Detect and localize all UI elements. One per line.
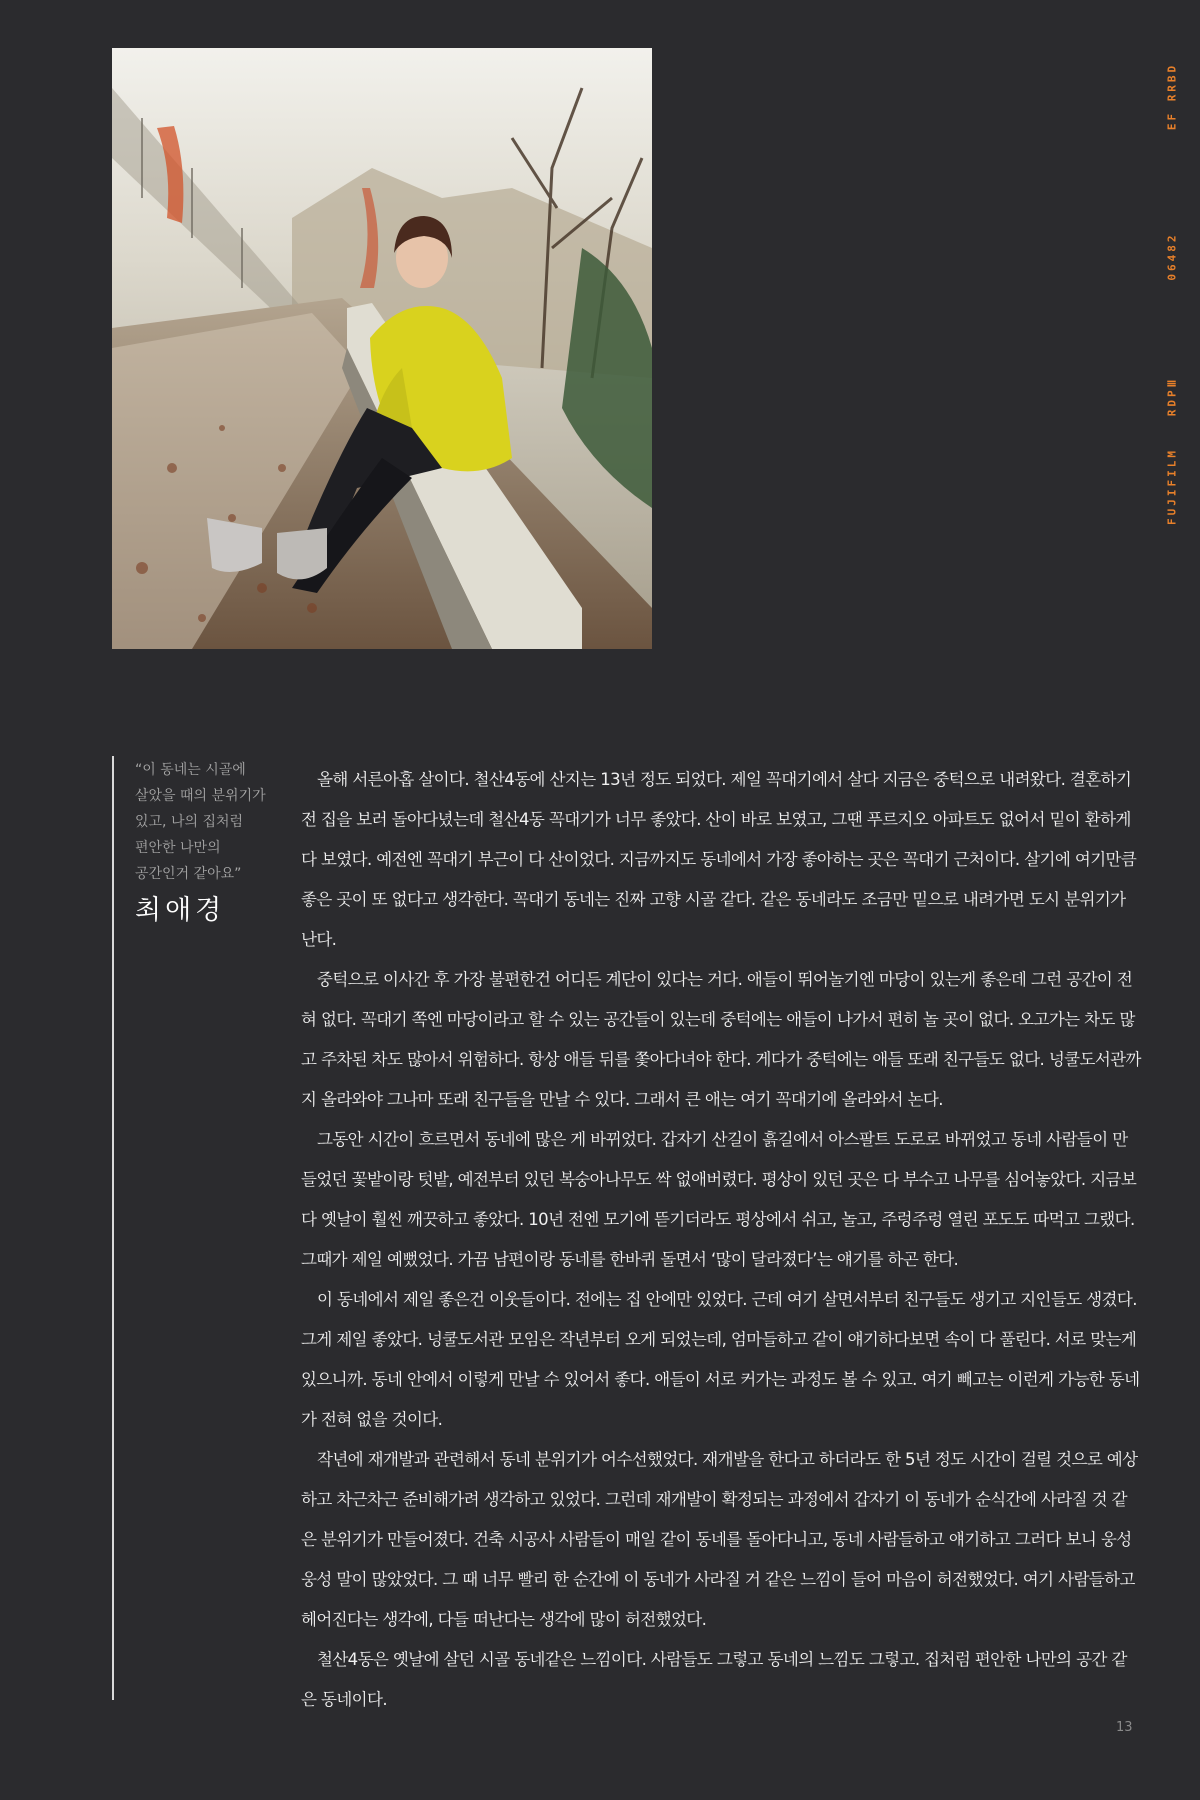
pull-quote-line: 있고, 나의 집처럼 (135, 814, 244, 830)
pull-quote-line: 공간인거 같아요” (135, 866, 242, 882)
article-paragraph: 그동안 시간이 흐르면서 동네에 많은 게 바뀌었다. 갑자기 산길이 흙길에서 아스팔트 도로로 바뀌었고 동네 사람들이 만들었던 꽃밭이랑 텃밭, 예전부터 있던 복숭아나무도 싹 없애버렸다. 평상이 있던 곳은 다 부수고 나무를 심어놓았다. 지금보다 옛날이 훨씬 깨끗하고 좋았다. 10년 전엔 모기에 뜯기더라도 평상에서 쉬고, 놀고, 주렁주렁 열린 포도도 따먹고 그랬다. 그때가 제일 예뻤었다. 가끔 남편이랑 동네를 한바퀴 돌면서 ‘많이 달라졌다’는 얘기를 하곤 한다. (301, 1130, 1137, 1269)
page-number: 13 (1116, 1720, 1133, 1735)
pull-quote-line: “이 동네는 시골에 (135, 762, 246, 778)
film-brand: FUJIFILM (1165, 448, 1179, 525)
pull-quote (135, 757, 275, 887)
interviewee-name: 최애경 (135, 895, 226, 926)
portrait-photo (112, 48, 652, 649)
article-paragraph: 이 동네에서 제일 좋은건 이웃들이다. 전에는 집 안에만 있었다. 근데 여기 살면서부터 친구들도 생기고 지인들도 생겼다. 그게 제일 좋았다. 넝쿨도서관 모임은 작년부터 오게 되었는데, 엄마들하고 같이 얘기하다보면 속이 다 풀린다. 서로 맞는게 있으니까. 동네 안에서 이렇게 만날 수 있어서 좋다. 애들이 서로 커가는 과정도 볼 수 있고. 여기 빼고는 이런게 가능한 동네가 전혀 없을 것이다. (301, 1290, 1140, 1429)
film-type: RDPⅢ (1165, 376, 1179, 417)
pull-quote-line: 살았을 때의 분위기가 (135, 788, 266, 804)
article-paragraph: 철산4동은 옛날에 살던 시골 동네같은 느낌이다. 사람들도 그렇고 동네의 느낌도 그렇고. 집처럼 편안한 나만의 공간 같은 동네이다. (301, 1650, 1127, 1709)
pull-quote-line: 편안한 나만의 (135, 840, 221, 856)
sidebar-rule (112, 756, 114, 1700)
article-paragraph: 작년에 재개발과 관련해서 동네 분위기가 어수선했었다. 재개발을 한다고 하더라도 한 5년 정도 시간이 걸릴 것으로 예상하고 차근차근 준비해가려 생각하고 있었다. 그런데 재개발이 확정되는 과정에서 갑자기 이 동네가 순식간에 사라질 것 같은 분위기가 만들어졌다. 건축 시공사 사람들이 매일 같이 동네를 돌아다니고, 동네 사람들하고 얘기하고 그러다 보니 웅성웅성 말이 많았었다. 그 때 너무 빨리 한 순간에 이 동네가 사라질 거 같은 느낌이 들어 마음이 허전했었다. 여기 사람들하고 헤어진다는 생각에, 다들 떠난다는 생각에 많이 허전했었다. (301, 1450, 1138, 1629)
article-paragraph: 올해 서른아홉 살이다. 철산4동에 산지는 13년 정도 되었다. 제일 꼭대기에서 살다 지금은 중턱으로 내려왔다. 결혼하기 전 집을 보러 돌아다녔는데 철산4동 꼭대기가 너무 좋았다. 산이 바로 보였고, 그땐 푸르지오 아파트도 없어서 밑이 환하게 다 보였다. 예전엔 꼭대기 부근이 다 산이었다. 지금까지도 동네에서 가장 좋아하는 곳은 꼭대기 근처이다. 살기에 여기만큼 좋은 곳이 또 없다고 생각한다. 꼭대기 동네는 진짜 고향 시골 같다. 같은 동네라도 조금만 밑으로 내려가면 도시 분위기가 난다. (301, 770, 1137, 949)
article-paragraph: 중턱으로 이사간 후 가장 불편한건 어디든 계단이 있다는 거다. 애들이 뛰어놀기엔 마당이 있는게 좋은데 그런 공간이 전혀 없다. 꼭대기 쪽엔 마당이라고 할 수 있는 공간들이 있는데 중턱에는 애들이 나가서 편히 놀 곳이 없다. 오고가는 차도 많고 주차된 차도 많아서 위험하다. 항상 애들 뒤를 쫓아다녀야 한다. 게다가 중턱에는 애들 또래 친구들도 없다. 넝쿨도서관까지 올라와야 그나마 또래 친구들을 만날 수 있다. 그래서 큰 애는 여기 꼭대기에 올라와서 논다. (301, 970, 1141, 1109)
film-marks: EF RRBD (1165, 62, 1179, 131)
film-edge-markings (1152, 60, 1192, 530)
article-body (301, 760, 1141, 1720)
film-code: 06482 (1165, 232, 1179, 281)
